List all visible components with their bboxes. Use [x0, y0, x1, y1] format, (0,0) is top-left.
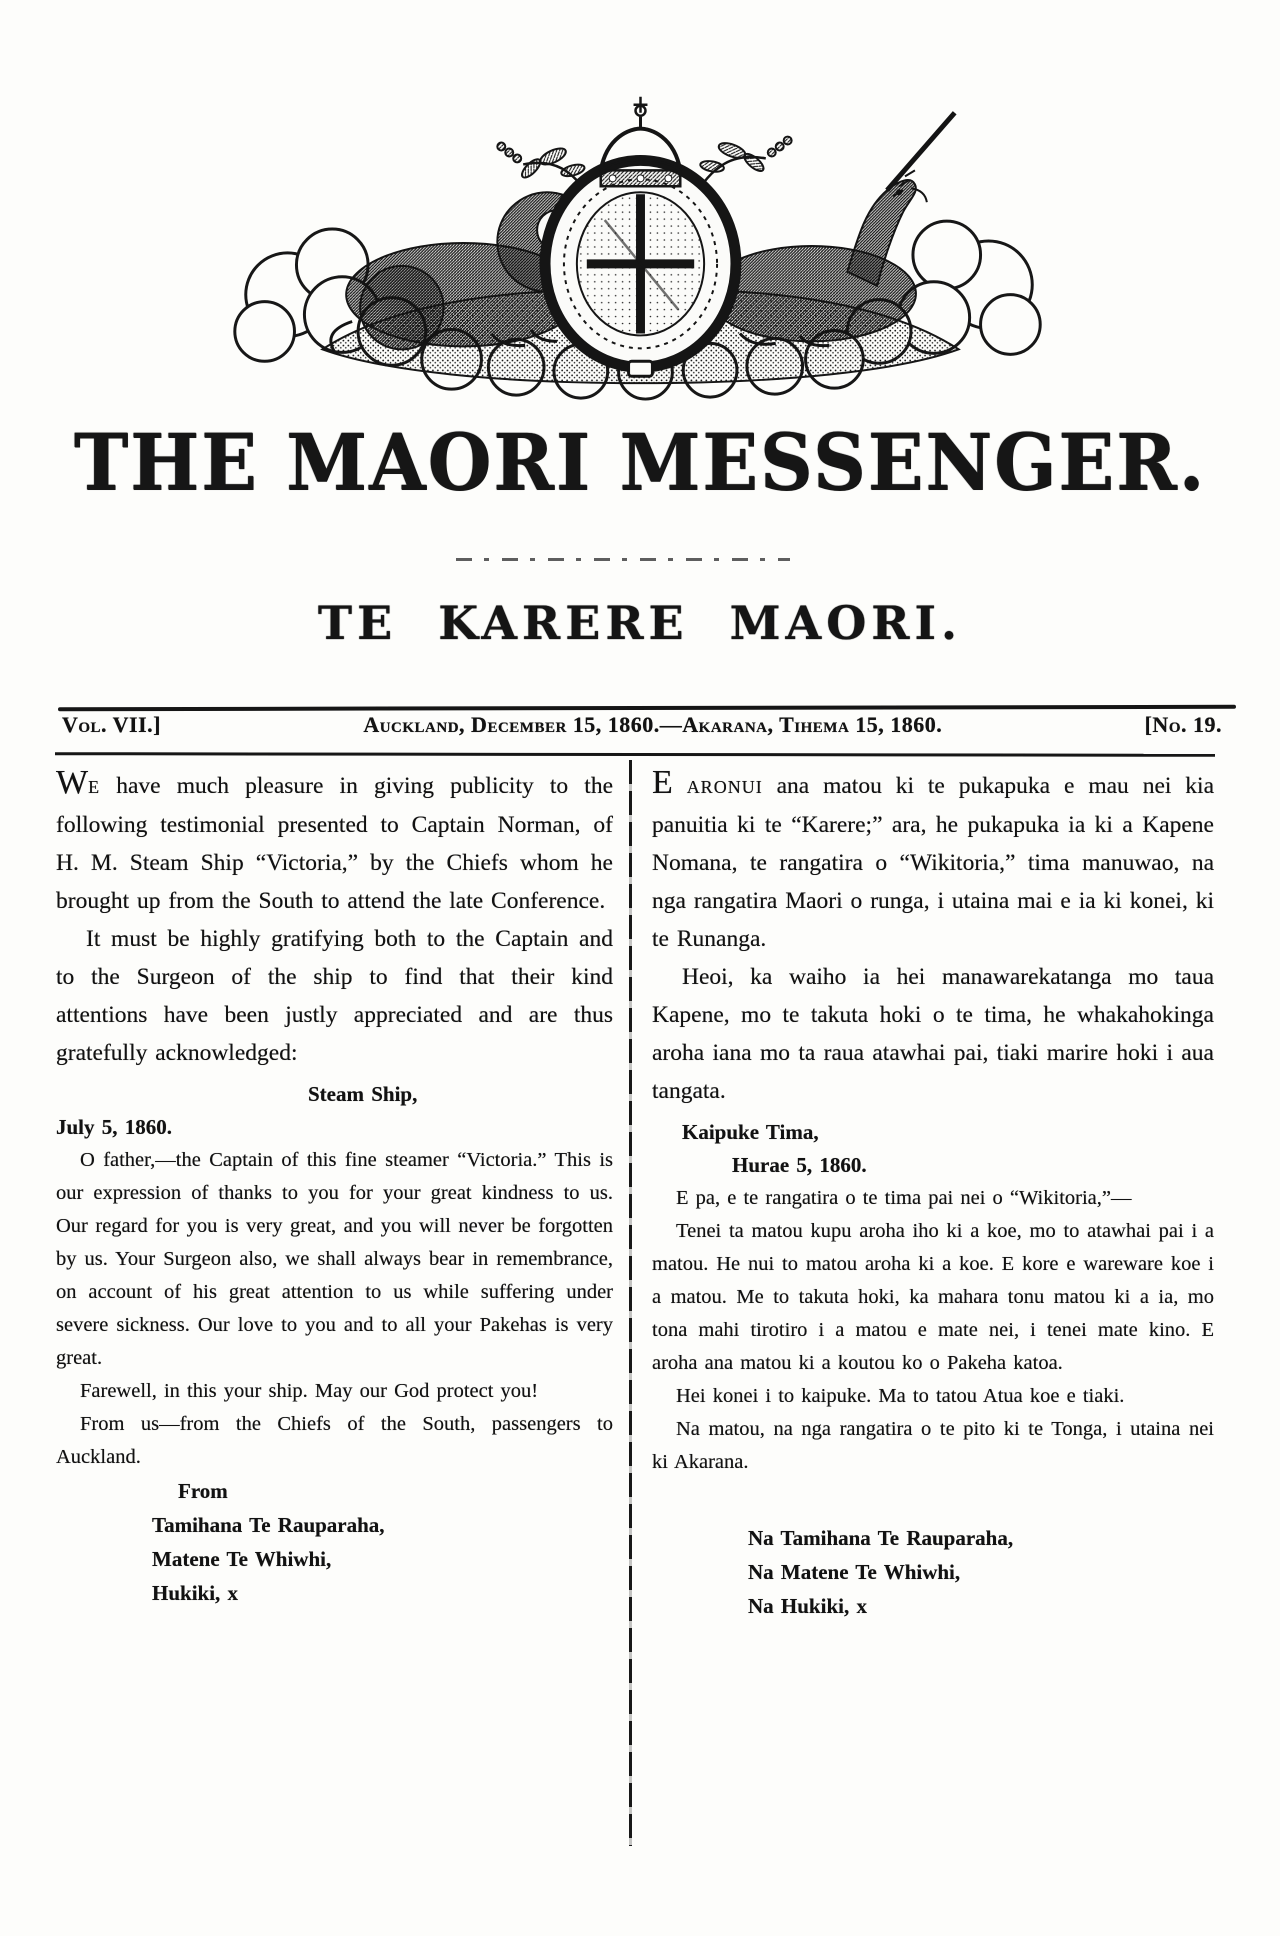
paragraph: Heoi, ka waiho ia hei manawarekatanga mo taua Kapene, mo te takuta hoki o te tima, he whakahokinga aroha iana mo ta raua atawhai pai, tiaki marire hoki i aua tangata. — [652, 964, 1214, 1104]
signature-line: Tamihana Te Rauparaha, — [152, 1513, 385, 1537]
letter-paragraph: O father,—the Captain of this fine steamer “Victoria.” This is our expression of thanks to you for your great kindness to us. Our regard for you is very great, and you will never be forgotten by us. Your Surgeon also, we shall always bear in remembrance, on account of his great attention to us while suffering under severe sickness. Our love to you and to all your Pakehas is very great. — [56, 1149, 613, 1369]
coat-of-arms-icon — [203, 70, 1078, 402]
signature-line: Hukiki, x — [152, 1581, 239, 1605]
lead-initial: E — [652, 764, 673, 801]
issue-label: [No. 19. — [1144, 712, 1222, 737]
paragraph: It must be highly gratifying both to the Captain and to the Surgeon of the ship to find that their kind attentions have been justly appreciated and are thus gratefully acknowledged: — [56, 926, 613, 1066]
masthead-subtitle: TE KARERE MAORI. — [317, 596, 963, 650]
lead-initial: W — [56, 764, 89, 801]
english-column — [56, 764, 613, 1610]
signature-line: Na Matene Te Whiwhi, — [748, 1560, 961, 1584]
letter-paragraph: Hei konei i to kaipuke. Ma to tatou Atua koe e tiaki. — [676, 1385, 1125, 1407]
maori-column — [652, 764, 1214, 1623]
letter-paragraph: From us—from the Chiefs of the South, passengers to Auckland. — [56, 1413, 613, 1468]
lead-paragraph — [652, 764, 1214, 958]
lead-smallcaps: E — [88, 777, 101, 797]
date-label: Auckland, December 15, 1860.—Akarana, Tihema 15, 1860. — [363, 712, 943, 737]
letter-date-line: Hurae 5, 1860. — [732, 1153, 867, 1177]
lead-text: have much pleasure in giving publicity to the following testimonial presented to Captain Norman, of H. M. Steam Ship “Victoria,” by the Chiefs whom he brought up from the South to attend the late Conference. — [56, 773, 613, 914]
signature-line: Matene Te Whiwhi, — [152, 1547, 332, 1571]
signature-line: Na Tamihana Te Rauparaha, — [748, 1526, 1014, 1550]
lead-paragraph — [56, 764, 613, 920]
signature-line: Na Hukiki, x — [748, 1594, 867, 1618]
letter-paragraph: Farewell, in this your ship. May our God protect you! — [80, 1380, 539, 1402]
royal-coat-of-arms-illustration — [203, 70, 1078, 402]
lead-text: ana matou ki te pukapuka e mau nei kia panuitia ki te “Karere;” ara, he pukapuka ia ki a Kapene Nomana, te rangatira o “Wikitoria,” tima manuwao, na nga rangatira Maori o runga, i utaina mai e ia ki konei, ki te Runanga. — [652, 773, 1215, 952]
masthead-divider — [456, 558, 790, 561]
letter-paragraph: Na matou, na nga rangatira o te pito ki te Tonga, i utaina nei ki Akarana. — [652, 1418, 1214, 1473]
letter-date-line: July 5, 1860. — [56, 1115, 173, 1139]
lead-smallcaps: ARONUI — [686, 777, 763, 797]
letter-place-line: Steam Ship, — [308, 1082, 418, 1106]
masthead-title: THE MAORI MESSENGER. — [73, 417, 1207, 509]
volume-label: Vol. VII.] — [62, 712, 161, 737]
dateline-bottom-rule — [55, 752, 1215, 757]
column-divider — [629, 760, 632, 1846]
letter-paragraph: E pa, e te rangatira o te tima pai nei o “Wikitoria,”— — [676, 1187, 1132, 1209]
dateline — [62, 712, 1222, 738]
dateline-top-rule — [58, 705, 1236, 711]
letter-place-line: Kaipuke Tima, — [682, 1120, 819, 1144]
signature-from-label: From — [178, 1479, 228, 1503]
letter-paragraph: Tenei ta matou kupu aroha iho ki a koe, mo to atawhai pai i a matou. He nui to matou aroha ki a koe. E kore e wareware koe i a matou. Me to takuta hoki, ka mahara tonu matou ki a ia, mo tona mahi tirotiro i a matou e mate nei, i tenei mate kino. E aroha ana matou ki a koutou ko o Pakeha katoa. — [652, 1220, 1214, 1374]
